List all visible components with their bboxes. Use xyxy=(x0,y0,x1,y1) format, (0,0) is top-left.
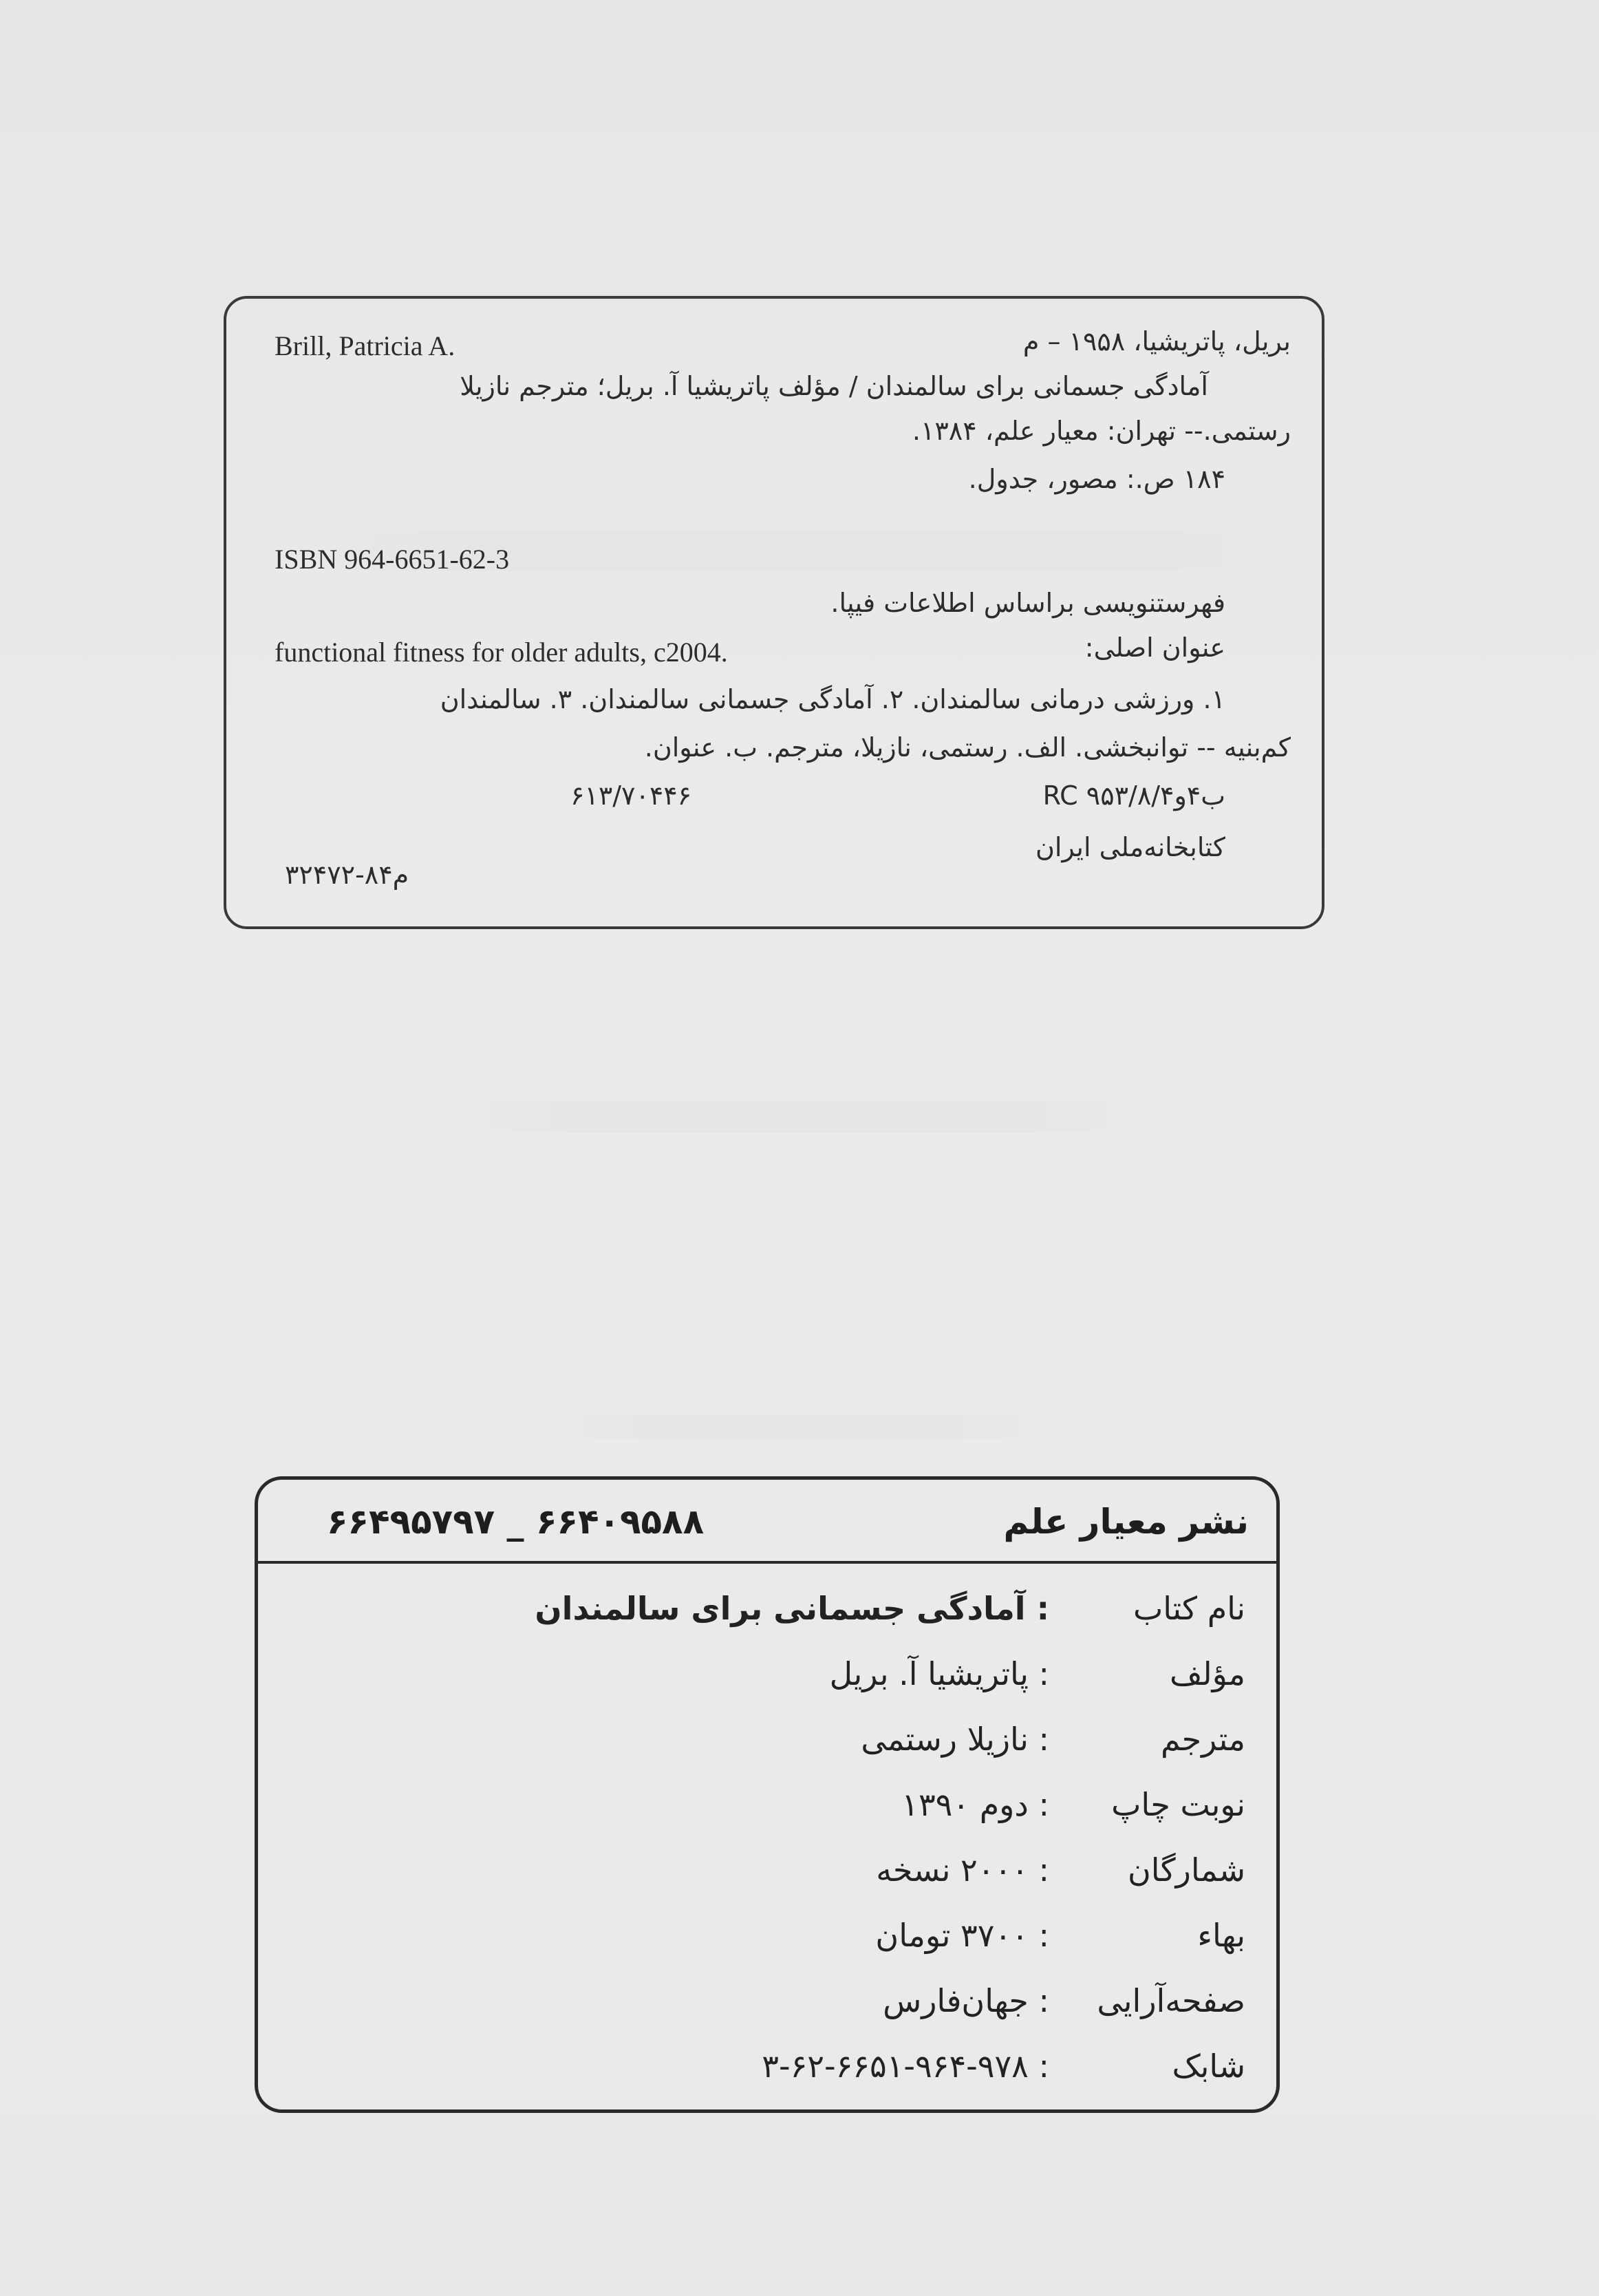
row-value-translator: : نازیلا رستمی xyxy=(861,1721,1049,1758)
cip-original-title-label: عنوان اصلی: xyxy=(1084,633,1225,663)
row-label-layout: صفحه‌آرایی xyxy=(1097,1982,1245,2019)
publisher-info-box xyxy=(255,1476,1280,2113)
row-label-translator: مترجم xyxy=(1161,1721,1245,1758)
cip-dewey: ۶۱۳/۷۰۴۴۶ xyxy=(570,780,692,811)
cip-subjects-line-1: ۱. ورزشی درمانی سالمندان. ۲. آمادگی جسمانی سالمندان. ۳. سالمندان xyxy=(440,684,1225,714)
row-label-title: نام کتاب xyxy=(1133,1590,1245,1627)
cip-subjects-line-2: کم‌بنیه -- توانبخشی. الف. رستمی، نازیلا، مترجم. ب. عنوان. xyxy=(644,732,1291,763)
row-value-title: : آمادگی جسمانی برای سالمندان xyxy=(535,1590,1049,1627)
cip-author-en: Brill, Patricia A. xyxy=(275,330,455,361)
show-through-line-2 xyxy=(440,1101,1159,1133)
cip-lc-class: RC ۹۵۳/۸/۴ب۴و xyxy=(1042,780,1225,811)
row-label-print-run: شمارگان xyxy=(1127,1851,1245,1889)
cip-author-fa: بریل، پاتریشیا، ۱۹۵۸ – م xyxy=(1022,326,1291,357)
publisher-phones: ۶۶۴۹۵۷۹۷ _ ۶۶۴۰۹۵۸۸ xyxy=(327,1502,705,1542)
show-through-line-3 xyxy=(550,1414,1049,1439)
row-label-edition: نوبت چاپ xyxy=(1111,1786,1245,1823)
cip-catalog-box xyxy=(224,296,1324,929)
row-label-price: بهاء xyxy=(1197,1917,1245,1954)
row-value-author: : پاتریشیا آ. بریل xyxy=(829,1655,1049,1692)
cip-title-line-2: رستمی.-- تهران: معیار علم، ۱۳۸۴. xyxy=(912,416,1291,446)
row-label-author: مؤلف xyxy=(1169,1655,1245,1692)
row-value-price: : ۳۷۰۰ تومان xyxy=(875,1917,1049,1954)
cip-library: کتابخانه‌ملی ایران xyxy=(1035,832,1225,862)
cip-fipa-note: فهرستنویسی براساس اطلاعات فیپا. xyxy=(830,588,1225,618)
cip-pages: ۱۸۴ ص.: مصور، جدول. xyxy=(968,464,1225,494)
cip-library-number: م۸۴-۳۲۴۷۲ xyxy=(285,860,409,890)
cip-original-title: functional fitness for older adults, c2004. xyxy=(275,637,728,668)
cip-isbn: ISBN 964-6651-62-3 xyxy=(275,544,510,575)
publisher-name: نشر معیار علم xyxy=(1003,1502,1249,1542)
row-label-isbn: شابک xyxy=(1172,2048,1245,2085)
row-value-print-run: : ۲۰۰۰ نسخه xyxy=(876,1851,1049,1889)
cip-title-line-1: آمادگی جسمانی برای سالمندان / مؤلف پاتریشیا آ. بریل؛ مترجم نازیلا xyxy=(460,371,1208,401)
publisher-divider xyxy=(258,1561,1276,1564)
row-value-isbn: : ۳-۶۲-۶۶۵۱-۹۶۴-۹۷۸ xyxy=(762,2048,1049,2085)
row-value-edition: : دوم ۱۳۹۰ xyxy=(901,1786,1049,1823)
row-value-layout: : جهان‌فارس xyxy=(883,1982,1049,2019)
